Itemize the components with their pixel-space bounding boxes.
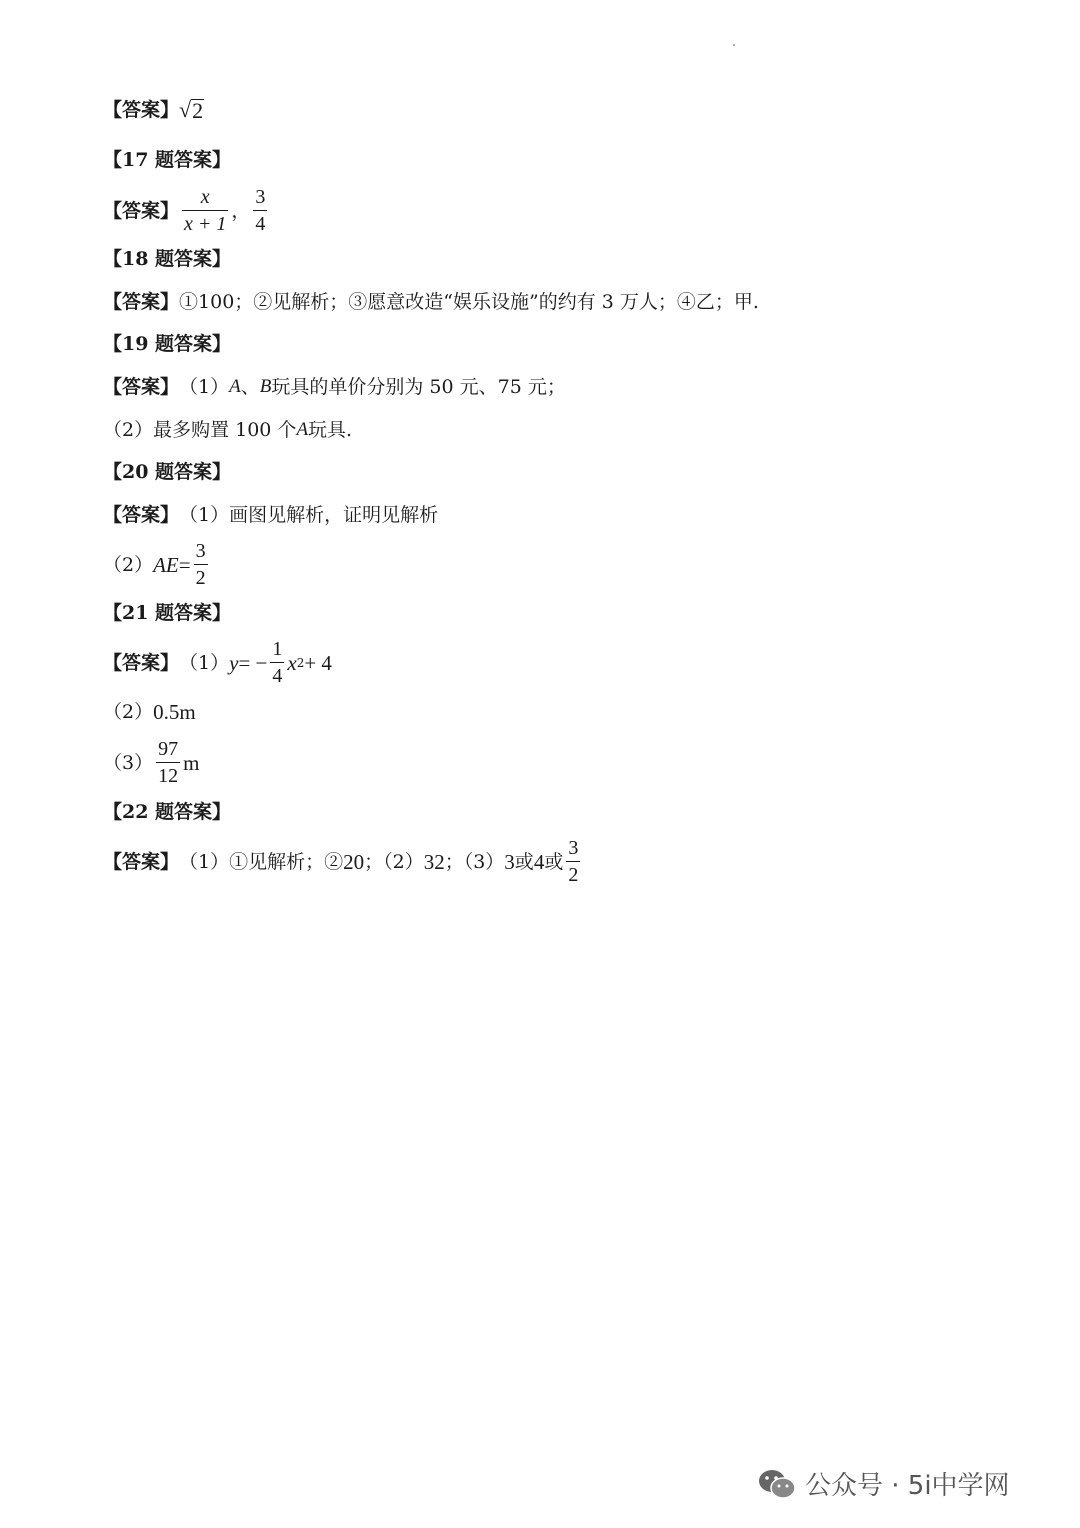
answer-tag: 【答案】: [103, 850, 180, 873]
q18-answer-text: ①100；②见解析；③愿意改造“娱乐设施”的约有 3 万人；④乙；甲.: [179, 291, 759, 313]
q22-answer-line: 【答案】 （1）①见解析；② 20 ；（2） 32 ；（3） 3 或 4 或 $\frac{3}{2}$: [103, 837, 579, 886]
q17-header: 【17 题答案】: [103, 149, 232, 171]
q17-answer-line: 【答案】 $\frac{x}{x + 1}$ ， $\frac{3}{4}$: [103, 186, 266, 235]
answer-tag: 【答案】: [103, 504, 180, 526]
q20-answer-line-1: 【答案】 （1）画图见解析，证明见解析: [103, 504, 439, 526]
q20-header: 【20 题答案】: [103, 461, 232, 483]
watermark-text: 公众号 · 5i中学网: [805, 1471, 1010, 1501]
q21-answer-line-1: 【答案】 （1） y = − $\frac{1}{4}$ x 2 + 4: [103, 638, 332, 687]
fraction-3-2: $\frac{3}{2}$: [195, 540, 206, 589]
q19-header: 【19 题答案】: [103, 333, 232, 355]
q18-header: 【18 题答案】: [103, 248, 232, 270]
answer-tag: 【答案】: [103, 376, 180, 398]
answer-tag: 【答案】: [103, 199, 180, 222]
q18-answer-line: [103, 290, 759, 314]
q22-header: 【22 题答案】: [103, 801, 232, 823]
q21-header: 【21 题答案】: [103, 602, 232, 624]
watermark: [757, 1465, 1010, 1502]
fraction-x-over-x-plus-1: $\frac{x}{x + 1}$: [184, 186, 227, 235]
q19-answer-line-1: 【答案】 （1） A 、 B 玩具的单价分别为 50 元、75 元；: [103, 376, 566, 398]
q21-answer-line-3: （3） $\frac{97}{12}$ m: [103, 738, 200, 787]
q16-answer-line: [103, 98, 204, 122]
q20-answer-line-2: （2） AE = $\frac{3}{2}$: [103, 540, 206, 589]
fraction-3-2: $\frac{3}{2}$: [568, 837, 579, 886]
wechat-icon: [757, 1467, 797, 1501]
scan-speck: [733, 44, 735, 46]
fraction-97-12: $\frac{97}{12}$: [158, 738, 179, 787]
answer-tag: 【答案】: [103, 99, 180, 121]
fraction-1-4: $\frac{1}{4}$: [272, 638, 283, 687]
sqrt-expression: √ 2: [179, 97, 204, 123]
sqrt-radicand: 2: [192, 98, 204, 123]
q21-answer-line-2: （2） 0.5m: [103, 700, 196, 724]
answer-tag: 【答案】: [103, 291, 180, 313]
fraction-3-4: $\frac{3}{4}$: [255, 186, 266, 235]
answer-tag: 【答案】: [103, 651, 180, 674]
q19-answer-line-2: （2）最多购置 100 个 A 玩具.: [103, 419, 353, 441]
